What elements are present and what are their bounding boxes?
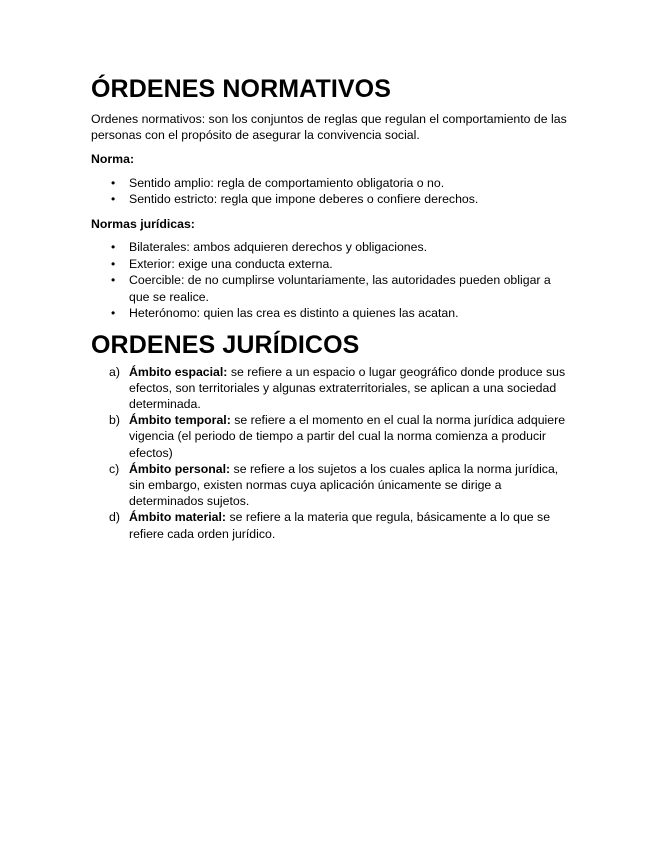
list-item-text: Exterior: exige una conducta externa. xyxy=(129,256,333,271)
intro-paragraph: Ordenes normativos: son los conjuntos de reglas que regulan el comportamiento de las personas con el propósito de asegurar la convivencia social. xyxy=(91,112,567,142)
list-item-text: Sentido amplio: regla de comportamiento obligatoria o no. xyxy=(129,175,445,190)
list-item xyxy=(91,461,571,510)
section-title-ordenes-juridicos: ORDENES JURÍDICOS xyxy=(91,330,360,359)
norma-heading: Norma: xyxy=(91,152,135,166)
list-item xyxy=(91,256,571,273)
ambito-description: se refiere a los sujetos a los cuales aplica la norma jurídica, sin embargo, existen normas cuya aplicación únicamente se dirige a determinados sujetos. xyxy=(129,461,559,509)
bullet-icon: • xyxy=(111,256,116,271)
normas-juridicas-list xyxy=(91,239,571,322)
bullet-icon: • xyxy=(111,175,116,190)
list-item-text: Coercible: de no cumplirse voluntariamente, las autoridades pueden obligar a que se realice. xyxy=(129,273,551,304)
ambito-description: se refiere a la materia que regula, básicamente a lo que se refiere cada orden jurídico. xyxy=(129,510,551,541)
ambitos-list xyxy=(91,364,571,542)
list-item xyxy=(91,191,571,208)
ambito-term: Ámbito personal: xyxy=(129,461,231,476)
list-item xyxy=(91,272,571,305)
normas-juridicas-heading: Normas jurídicas: xyxy=(91,216,195,231)
norma-list xyxy=(91,175,571,208)
list-marker: a) xyxy=(109,364,120,379)
ambito-term: Ámbito material: xyxy=(129,510,227,525)
section-title-ordenes-normativos: ÓRDENES NORMATIVOS xyxy=(91,75,391,103)
list-item-text: Bilaterales: ambos adquieren derechos y obligaciones. xyxy=(129,240,428,254)
list-item xyxy=(91,412,571,461)
list-item xyxy=(91,509,571,541)
list-item-text: Heterónomo: quien las crea es distinto a quienes las acatan. xyxy=(129,306,459,320)
list-item xyxy=(91,305,571,322)
list-item xyxy=(91,364,571,413)
list-marker: d) xyxy=(109,510,120,525)
list-item-text: Sentido estricto: regla que impone deberes o confiere derechos. xyxy=(129,192,479,206)
list-item xyxy=(91,239,571,256)
list-item xyxy=(91,175,571,192)
bullet-icon: • xyxy=(111,273,116,287)
ambito-description: se refiere a el momento en el cual la norma jurídica adquiere vigencia (el periodo de tiempo a partir del cual la norma comienza a producir efectos) xyxy=(129,413,566,460)
ambito-description: se refiere a un espacio o lugar geográfico donde produce sus efectos, son territoriales y algunas extraterritoriales, se aplican a una sociedad determinada. xyxy=(129,364,566,411)
document-content xyxy=(91,74,571,542)
bullet-icon: • xyxy=(111,306,116,320)
list-marker: b) xyxy=(109,413,120,428)
bullet-icon: • xyxy=(111,192,116,206)
list-marker: c) xyxy=(109,461,120,476)
ambito-term: Ámbito temporal: xyxy=(129,413,231,428)
bullet-icon: • xyxy=(111,240,116,254)
ambito-term: Ámbito espacial: xyxy=(129,364,228,379)
